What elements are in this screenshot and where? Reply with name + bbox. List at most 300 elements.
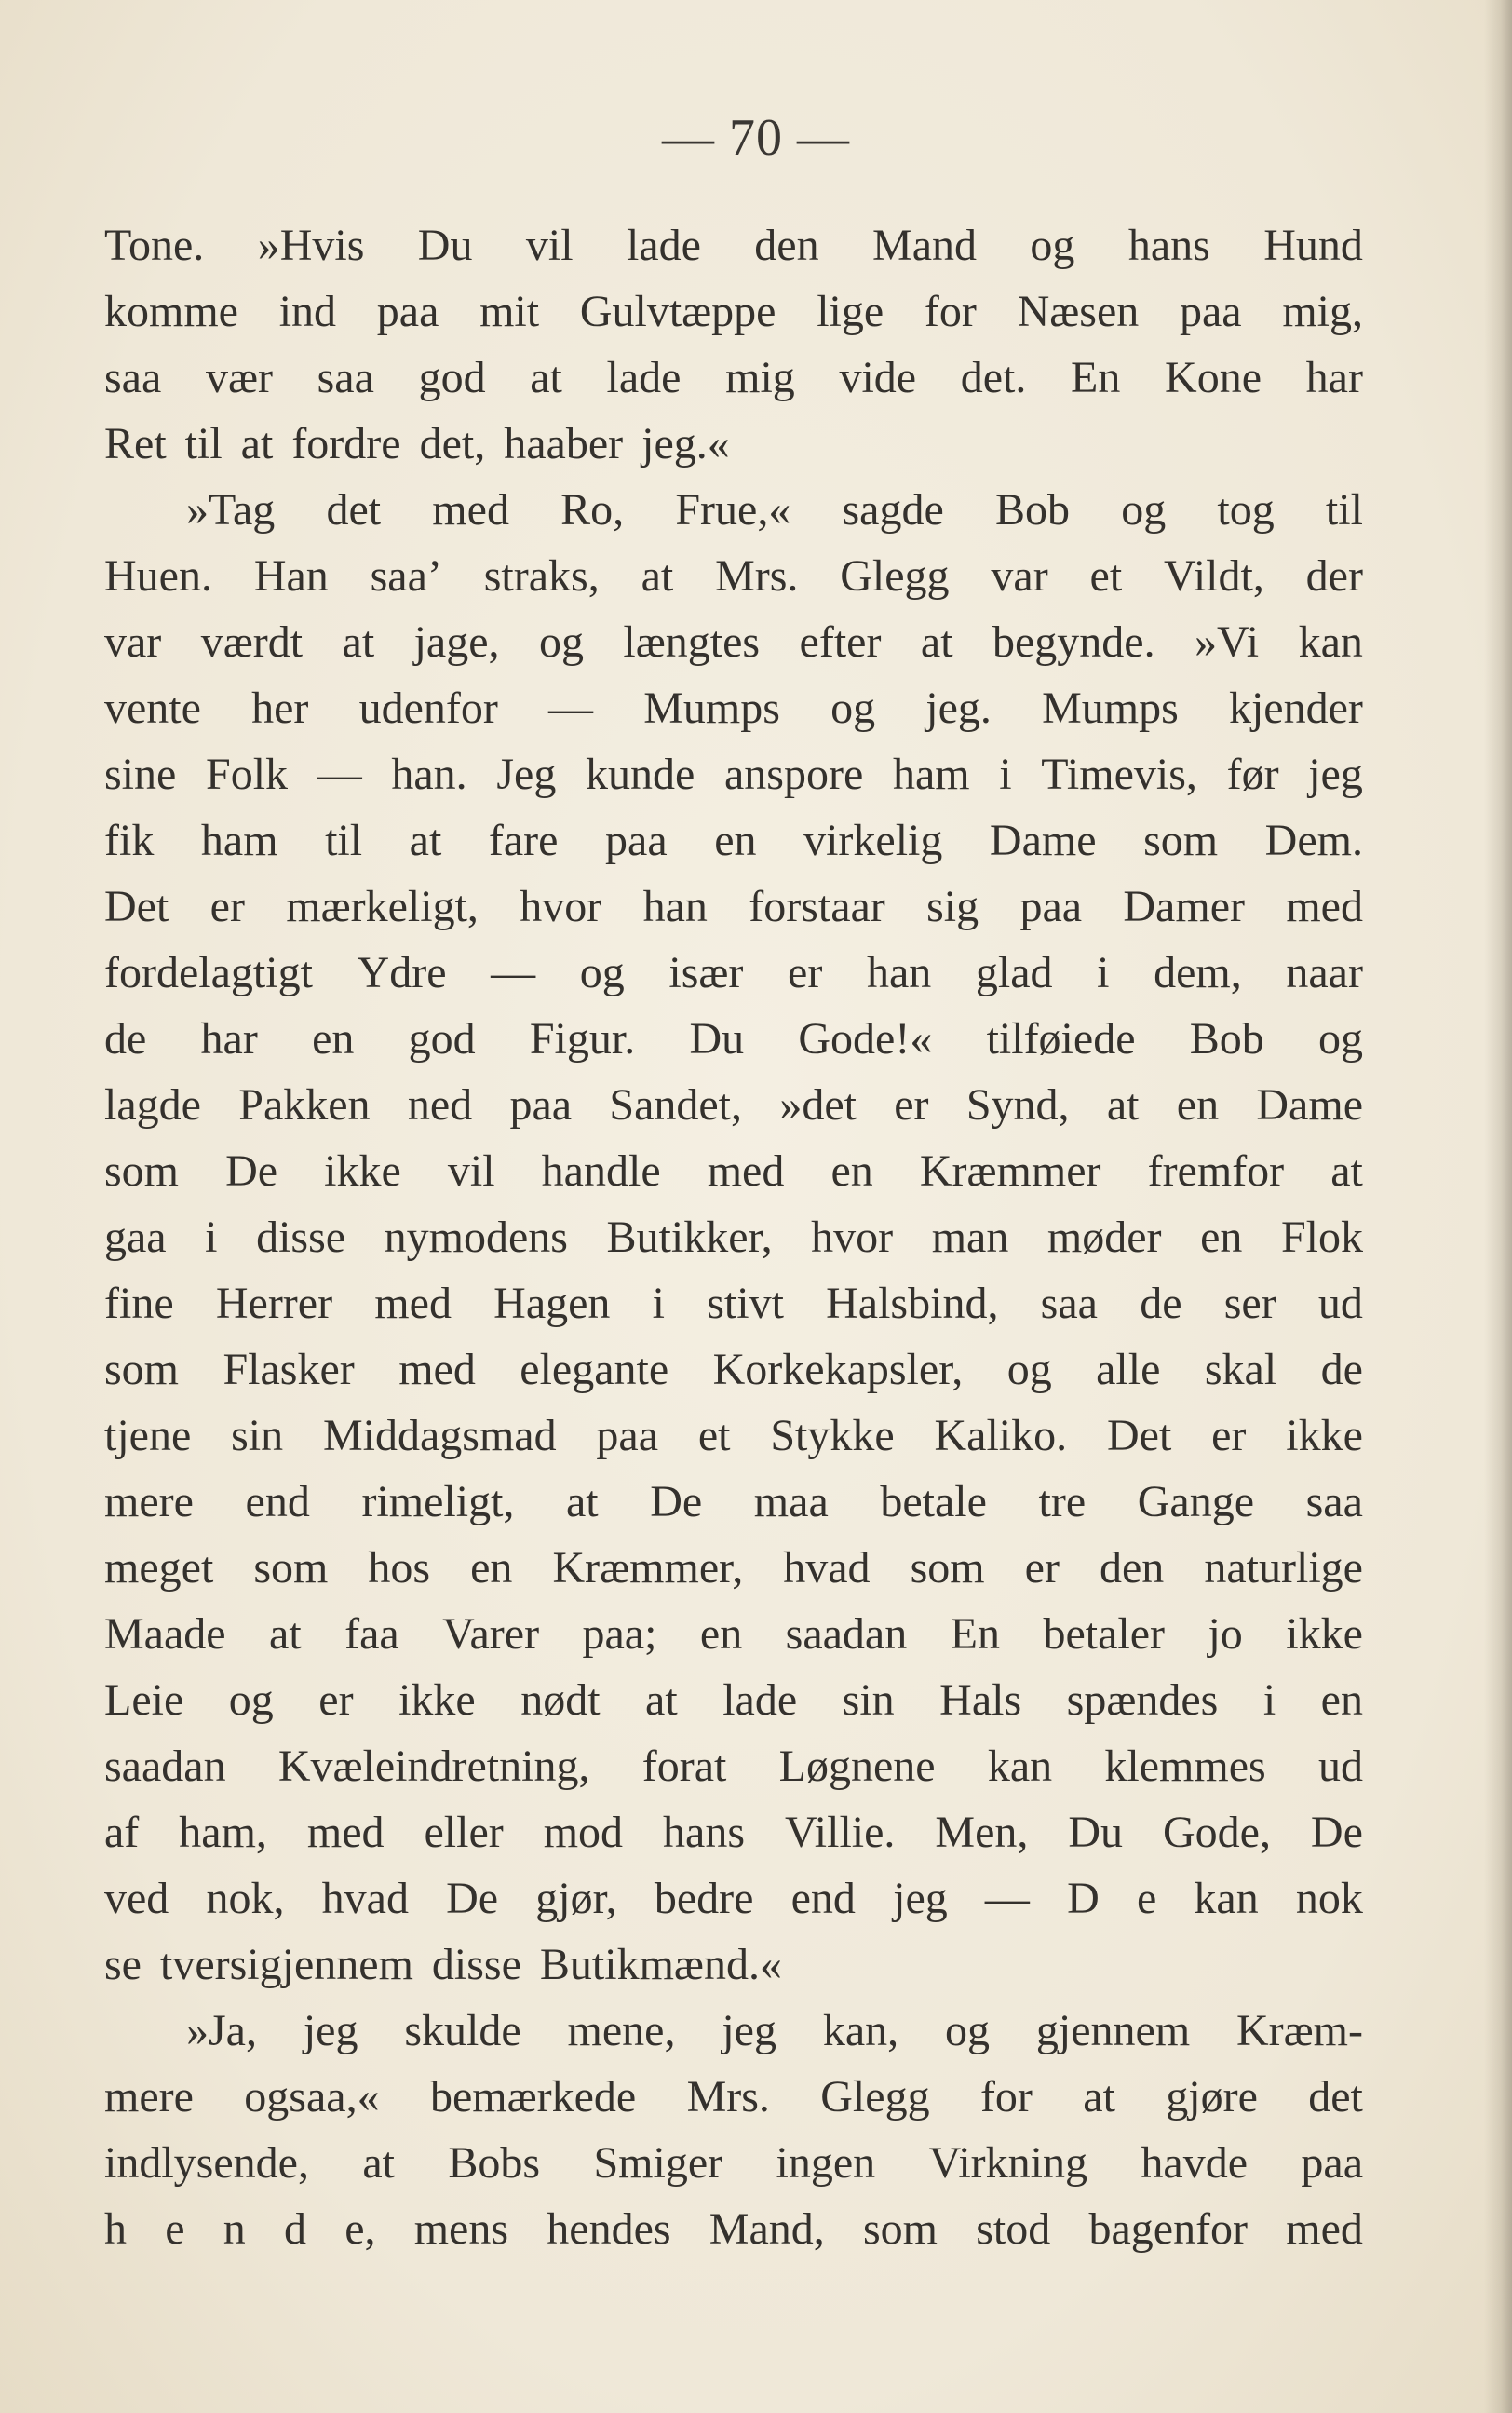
word: i [999, 750, 1012, 799]
word: i [1097, 948, 1110, 997]
word: mene, [567, 2006, 676, 2055]
word: vil [447, 1146, 495, 1196]
word: Du [1068, 1808, 1124, 1857]
word: fordelagtigt [104, 948, 313, 997]
word: saa [317, 353, 374, 402]
word: lade [722, 1675, 798, 1725]
word: der [1305, 551, 1363, 601]
word: en [830, 1146, 873, 1196]
word: at [409, 816, 442, 865]
word: at [920, 617, 953, 667]
word: Kræmmer [919, 1146, 1101, 1196]
word: rimeligt, [361, 1477, 515, 1526]
word: Virkning [928, 2138, 1087, 2188]
word: bagenfor [1088, 2204, 1249, 2254]
word: Kræm- [1236, 2006, 1363, 2055]
word: sine [104, 750, 177, 799]
word: en [1200, 1213, 1243, 1262]
word: ikke [324, 1146, 401, 1196]
word: Det [1106, 1411, 1172, 1460]
word: sig [926, 882, 979, 931]
word: Vildt, [1164, 551, 1264, 601]
word: her [251, 684, 309, 733]
word: som [104, 1345, 180, 1394]
word: ogsaa,« [244, 2072, 380, 2122]
word: sin [231, 1411, 284, 1460]
text-line [104, 1865, 1363, 1932]
word: for [924, 287, 977, 336]
word: virkelig [803, 816, 943, 865]
word: gjennem [1035, 2006, 1191, 2055]
text-line [104, 477, 1363, 543]
word: De [446, 1874, 499, 1923]
word: god [408, 1014, 476, 1064]
word: var [104, 617, 162, 667]
word: med [1286, 882, 1363, 931]
word: ved [104, 1874, 169, 1923]
word: hvor [520, 882, 602, 931]
word: i [205, 1213, 218, 1262]
word: ud [1317, 1279, 1363, 1328]
word: med [707, 1146, 785, 1196]
word: De [1310, 1808, 1363, 1857]
word: som [253, 1543, 329, 1593]
word: naar [1286, 948, 1363, 997]
word: Næsen [1017, 287, 1140, 336]
word: naturlige [1204, 1543, 1363, 1593]
text-line [104, 675, 1363, 741]
word: han [642, 882, 708, 931]
word: Sandet, [609, 1080, 743, 1130]
word: og [538, 617, 584, 667]
word: paa [596, 1411, 659, 1460]
word: for [979, 2072, 1033, 2122]
word: en [312, 1014, 355, 1064]
text-line [104, 345, 1363, 411]
text-line [104, 1138, 1363, 1204]
word: spændes [1066, 1675, 1219, 1725]
word: Mand [872, 221, 977, 270]
word: god [418, 353, 486, 402]
word: disse [256, 1213, 346, 1262]
word: som [910, 1543, 985, 1593]
word: Stykke [770, 1411, 895, 1460]
word: betaler [1043, 1609, 1166, 1659]
word: Huen. [104, 551, 212, 601]
word: ham [200, 816, 278, 865]
word: er [1211, 1411, 1247, 1460]
word: paa [509, 1080, 573, 1130]
word: de [104, 1014, 147, 1064]
word: og [228, 1675, 274, 1725]
word: værdt [200, 617, 304, 667]
word: bedre [654, 1874, 754, 1923]
word: har [1305, 353, 1363, 402]
text-line [104, 411, 1363, 477]
word: Ro, [560, 485, 625, 535]
word: Middagsmad [322, 1411, 557, 1460]
word: Hagen [493, 1279, 611, 1328]
word: gjøre [1166, 2072, 1258, 2122]
word: n [223, 2204, 246, 2254]
word: med [374, 1279, 452, 1328]
word: nok [1295, 1874, 1363, 1923]
word: Mrs. [715, 551, 799, 601]
text-line [104, 1601, 1363, 1667]
word: af [104, 1808, 140, 1857]
word: Hund [1263, 221, 1363, 270]
word: som [104, 1146, 180, 1196]
word: ned [407, 1080, 473, 1130]
word: Glegg [840, 551, 950, 601]
word: og [830, 684, 876, 733]
word: begynde. [992, 617, 1155, 667]
word: mere [104, 1477, 194, 1526]
word: paa [1301, 2138, 1363, 2188]
word: Glegg [820, 2072, 930, 2122]
word: jage, [413, 617, 500, 667]
word: kan [1194, 1874, 1259, 1923]
word: Leie [104, 1675, 184, 1725]
word: og [1006, 1345, 1052, 1394]
word: jeg. [925, 684, 992, 733]
text-line [104, 278, 1363, 345]
word: og [945, 2006, 991, 2055]
word: har [200, 1014, 258, 1064]
text-line [104, 1667, 1363, 1733]
text-line [104, 1998, 1363, 2064]
word: at [1083, 2072, 1115, 2122]
word: han. [391, 750, 467, 799]
word: mit [479, 287, 540, 336]
word: Kaliko. [934, 1411, 1068, 1460]
word: »Tag [186, 485, 276, 535]
word: havde [1141, 2138, 1248, 2188]
word: lade [606, 353, 682, 402]
word: især [668, 948, 744, 997]
word: De [650, 1477, 703, 1526]
word: Herrer [215, 1279, 333, 1328]
word: jo [1208, 1609, 1243, 1659]
word: Maade [104, 1609, 226, 1659]
word: skulde [404, 2006, 521, 2055]
word: er [1024, 1543, 1060, 1593]
word: jeg [1308, 750, 1363, 799]
word: paa [605, 816, 668, 865]
word: det. [960, 353, 1027, 402]
word: Tone. [104, 221, 205, 270]
text-line [104, 1072, 1363, 1138]
word: til [1325, 485, 1363, 535]
word: Jeg [496, 750, 557, 799]
word: Du [689, 1014, 745, 1064]
text-line [104, 1336, 1363, 1403]
word: er [788, 948, 823, 997]
word: Løgnene [778, 1742, 936, 1791]
word: Du [417, 221, 473, 270]
word: e [165, 2204, 185, 2254]
word: Gode!« [798, 1014, 933, 1064]
word: ikke [1286, 1411, 1363, 1460]
word: Han [253, 551, 329, 601]
word: var [991, 551, 1048, 601]
word: mens [413, 2204, 509, 2254]
word: lige [817, 287, 884, 336]
text-line [104, 2196, 1363, 2262]
word: paa; [582, 1609, 657, 1659]
word: tog [1217, 485, 1275, 535]
text-line [104, 212, 1363, 278]
word: med [432, 485, 509, 535]
text-line [104, 1403, 1363, 1469]
word: »Ja, [186, 2006, 257, 2055]
text-line [104, 874, 1363, 940]
word: ingen [776, 2138, 876, 2188]
word: med [1286, 2204, 1363, 2254]
word: tre [1038, 1477, 1087, 1526]
word: den [754, 221, 819, 270]
word: d [283, 2204, 306, 2254]
word: i [1262, 1675, 1276, 1725]
word: og [1121, 485, 1167, 535]
word: at [269, 1609, 302, 1659]
word: nok, [206, 1874, 285, 1923]
word: det [1308, 2072, 1363, 2122]
text-line [104, 1932, 1363, 1998]
word: se [104, 1940, 142, 1989]
word: at [1330, 1146, 1363, 1196]
word: elegante [520, 1345, 669, 1394]
word: vil [525, 221, 574, 270]
word: Ret [104, 419, 167, 468]
word: sin [842, 1675, 895, 1725]
word: en [470, 1543, 513, 1593]
text-line [104, 940, 1363, 1006]
word: ind [278, 287, 337, 336]
word: Timevis, [1041, 750, 1197, 799]
word: vente [104, 684, 201, 733]
word: mere [104, 2072, 194, 2122]
word: til [184, 419, 223, 468]
word: at [362, 2138, 395, 2188]
word: udenfor [358, 684, 498, 733]
word: Damer [1123, 882, 1245, 931]
word: alle [1096, 1345, 1161, 1394]
word: ikke [398, 1675, 476, 1725]
word: Dem. [1264, 816, 1363, 865]
word: straks, [483, 551, 600, 601]
word: Bob [994, 485, 1070, 535]
word: Figur. [529, 1014, 636, 1064]
word: En [1071, 353, 1121, 402]
word: tjene [104, 1411, 192, 1460]
word: e [1136, 1874, 1157, 1923]
word: Synd, [965, 1080, 1070, 1130]
word: stivt [707, 1279, 784, 1328]
word: hans [1127, 221, 1210, 270]
word: de [1140, 1279, 1182, 1328]
word: at [240, 419, 274, 468]
word: fine [104, 1279, 174, 1328]
word: Kvæleindretning, [277, 1742, 590, 1791]
word: ikke [1286, 1609, 1363, 1659]
word: kunde [586, 750, 695, 799]
word: han [866, 948, 932, 997]
word: forstaar [749, 882, 885, 931]
word: man [931, 1213, 1009, 1262]
word: fremfor [1147, 1146, 1285, 1196]
word: eller [424, 1808, 504, 1857]
word: hvad [783, 1543, 871, 1593]
text-line [104, 1799, 1363, 1865]
word: faa [344, 1609, 399, 1659]
word: og [1030, 221, 1075, 270]
word: Det [104, 882, 169, 931]
word: betale [880, 1477, 987, 1526]
word: jeg [893, 1874, 948, 1923]
word: saa [104, 353, 162, 402]
word: kjender [1228, 684, 1363, 733]
word: hvor [811, 1213, 894, 1262]
word: før [1226, 750, 1279, 799]
word: er [209, 882, 245, 931]
body-text [104, 212, 1363, 2262]
word: klemmes [1104, 1742, 1266, 1791]
word: dem, [1154, 948, 1242, 997]
word: mig [725, 353, 795, 402]
word: Korkekapsler, [712, 1345, 964, 1394]
word: saadan [104, 1742, 226, 1791]
word: disse [431, 1940, 521, 1989]
word: handle [541, 1146, 661, 1196]
text-line [104, 807, 1363, 874]
word: forat [641, 1742, 727, 1791]
word: nødt [520, 1675, 601, 1725]
word: — [317, 750, 362, 799]
word: Gulvtæppe [579, 287, 776, 336]
word: haaber [504, 419, 624, 468]
word: en [699, 1609, 743, 1659]
word: En [950, 1609, 1000, 1659]
word: paa [1179, 287, 1242, 336]
word: at [342, 617, 375, 667]
word: at [566, 1477, 599, 1526]
word: ham, [179, 1808, 267, 1857]
word: en [714, 816, 757, 865]
word: Flok [1280, 1213, 1363, 1262]
word: tilføiede [986, 1014, 1136, 1064]
word: fordre [291, 419, 401, 468]
word: Mrs. [686, 2072, 770, 2122]
word: saa’ [370, 551, 442, 601]
text-line [104, 2064, 1363, 2130]
word: Mumps [643, 684, 780, 733]
word: Pakken [238, 1080, 371, 1130]
text-line [104, 2130, 1363, 2196]
word: »Vi [1195, 617, 1260, 667]
word: Bobs [448, 2138, 541, 2188]
text-line [104, 741, 1363, 807]
text-line [104, 1006, 1363, 1072]
word: stod [976, 2204, 1051, 2254]
word: et [697, 1411, 731, 1460]
word: skal [1204, 1345, 1277, 1394]
word: paa [376, 287, 439, 336]
word: det [326, 485, 382, 535]
word: saa [1305, 1477, 1363, 1526]
word: med [306, 1808, 385, 1857]
page-edge-shadow [1484, 0, 1512, 2413]
word: mærkeligt, [286, 882, 479, 931]
word: ham [892, 750, 970, 799]
word: det, [419, 419, 486, 468]
word: Butikmænd.« [539, 1940, 782, 1989]
word: jeg [303, 2006, 358, 2055]
word: fik [104, 816, 155, 865]
word: hos [368, 1543, 431, 1593]
word: end [790, 1874, 856, 1923]
word: Mumps [1042, 684, 1179, 733]
word: gaa [104, 1213, 167, 1262]
word: efter [799, 617, 882, 667]
word: i [652, 1279, 665, 1328]
word: og [1317, 1014, 1363, 1064]
word: til [325, 816, 363, 865]
word: den [1100, 1543, 1165, 1593]
word: at [645, 1675, 678, 1725]
word: en [1320, 1675, 1363, 1725]
word: som [862, 2204, 938, 2254]
word: h [104, 2204, 127, 2254]
text-line [104, 543, 1363, 609]
word: Men, [935, 1808, 1029, 1857]
word: Dame [1256, 1080, 1363, 1130]
word: et [1089, 551, 1123, 601]
word: Kræmmer, [552, 1543, 744, 1593]
word: lagde [104, 1080, 201, 1130]
word: hans [663, 1808, 746, 1857]
word: mig, [1282, 287, 1363, 336]
word: nymodens [384, 1213, 568, 1262]
word: — [491, 948, 536, 997]
word: maa [753, 1477, 829, 1526]
word: sagde [842, 485, 944, 535]
word: paa [1019, 882, 1083, 931]
word: De [225, 1146, 278, 1196]
word: ud [1317, 1742, 1363, 1791]
text-line [104, 1535, 1363, 1601]
word: gjør, [535, 1874, 617, 1923]
page-number: — 70 — [662, 109, 850, 167]
word: kan, [822, 2006, 899, 2055]
word: Villie. [784, 1808, 896, 1857]
word: mod [543, 1808, 624, 1857]
text-line [104, 1270, 1363, 1336]
word: er [318, 1675, 354, 1725]
word: fare [488, 816, 559, 865]
word: tversigjennem [159, 1940, 413, 1989]
text-line [104, 1204, 1363, 1270]
word: Halsbind, [826, 1279, 999, 1328]
word: Frue,« [675, 485, 791, 535]
word: Varer [442, 1609, 540, 1659]
word: Mand, [709, 2204, 825, 2254]
word: vær [205, 353, 273, 402]
word: at [641, 551, 674, 601]
word: — [984, 1874, 1030, 1923]
word: at [530, 353, 562, 402]
word: »Hvis [257, 221, 365, 270]
